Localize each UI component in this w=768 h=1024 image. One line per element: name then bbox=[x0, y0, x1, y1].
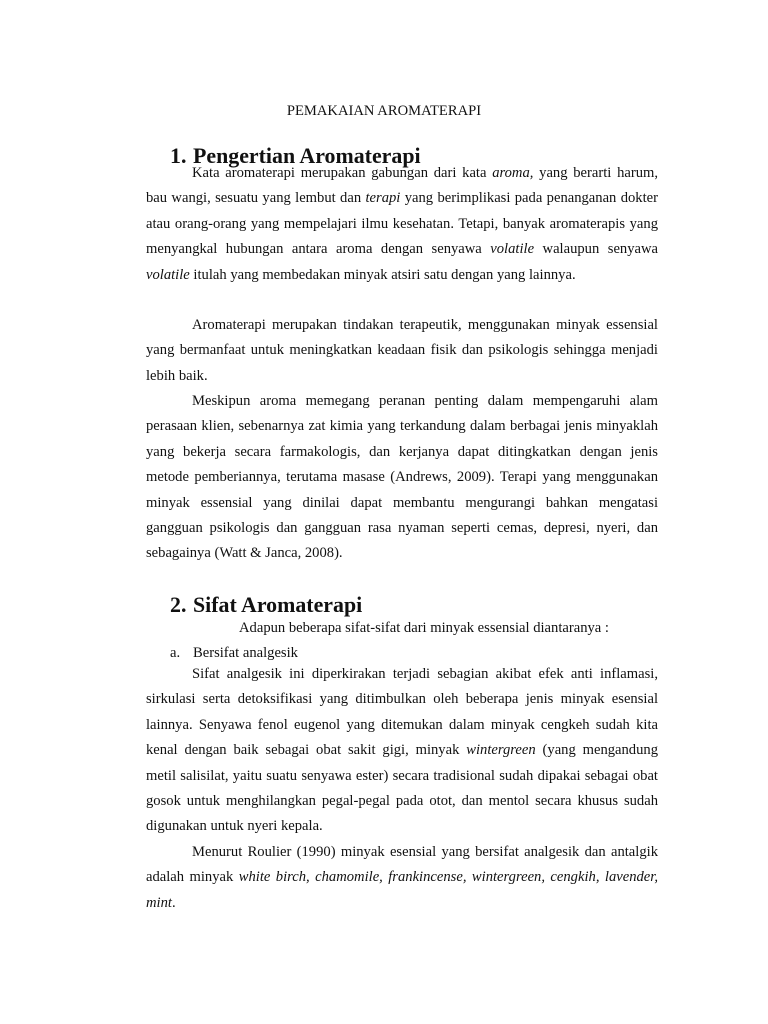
section-1-paragraph-2: Aromaterapi merupakan tindakan terapeutik, menggunakan minyak essensial yang bermanfaat untuk meningkatkan keadaan fisik dan psikologis sehingga menjadi lebih baik. bbox=[146, 317, 658, 384]
document-title: PEMAKAIAN AROMATERAPI bbox=[286, 103, 482, 119]
section-1-title: Pengertian Aromaterapi bbox=[193, 143, 421, 168]
section-2-heading bbox=[170, 592, 362, 618]
section-1-paragraph-3: Meskipun aroma memegang peranan penting dalam mempengaruhi alam perasaan klien, sebenarnya zat kimia yang terkandung dalam berbagai jenis minyaklah yang bekerja secara farmakologis, dan kerjanya dapat ditingkatkan dengan jenis metode pemberiannya, terutama masase (Andrews, 2009). Terapi yang menggunakan minyak essensial yang dinilai dapat membantu mengurangi bahkan mengatasi gangguan psikologis dan gangguan rasa nyaman seperti cemas, depresi, nyeri, dan sebagainya (Watt & Janca, 2008). bbox=[146, 393, 658, 562]
section-1-paragraph-1: Kata aromaterapi merupakan gabungan dari kata aroma, yang berarti harum, bau wangi, sesuatu yang lembut dan terapi yang berimplikasi pada penanganan dokter atau orang-orang yang mempelajari ilmu kesehatan. Tetapi, banyak aromaterapis yang menyangkal hubungan antara aroma dengan senyawa volatile walaupun senyawa volatile itulah yang membedakan minyak atsiri satu dengan yang lainnya. bbox=[146, 165, 659, 283]
sub-item-a bbox=[170, 643, 298, 663]
section-2-paragraph-2: Menurut Roulier (1990) minyak esensial yang bersifat analgesik dan antalgik adalah minyak white birch, chamomile, frankincense, wintergreen, cengkih, lavender, mint. bbox=[146, 844, 658, 911]
section-1-number: 1. bbox=[170, 143, 187, 168]
section-2-title: Sifat Aromaterapi bbox=[193, 592, 363, 617]
sub-item-a-letter: a. bbox=[170, 645, 181, 661]
section-2-intro: Adapun beberapa sifat-sifat dari minyak essensial diantaranya : bbox=[239, 620, 609, 636]
section-2-number: 2. bbox=[170, 592, 187, 617]
sub-item-a-label: Bersifat analgesik bbox=[193, 645, 298, 661]
section-2-paragraph-1: Sifat analgesik ini diperkirakan terjadi sebagian akibat efek anti inflamasi, sirkulasi serta detoksifikasi yang ditimbulkan oleh beberapa jenis minyak esensial lainnya. Senyawa fenol eugenol yang ditemukan dalam minyak cengkeh sudah kita kenal dengan baik sebagai obat sakit gigi, minyak wintergreen (yang mengandung metil salisilat, yaitu suatu senyawa ester) secara tradisional sudah dipakai sebagai obat gosok untuk menghilangkan pegal-pegal pada otot, dan mentol secara khusus sudah digunakan untuk nyeri kepala. bbox=[146, 666, 658, 835]
